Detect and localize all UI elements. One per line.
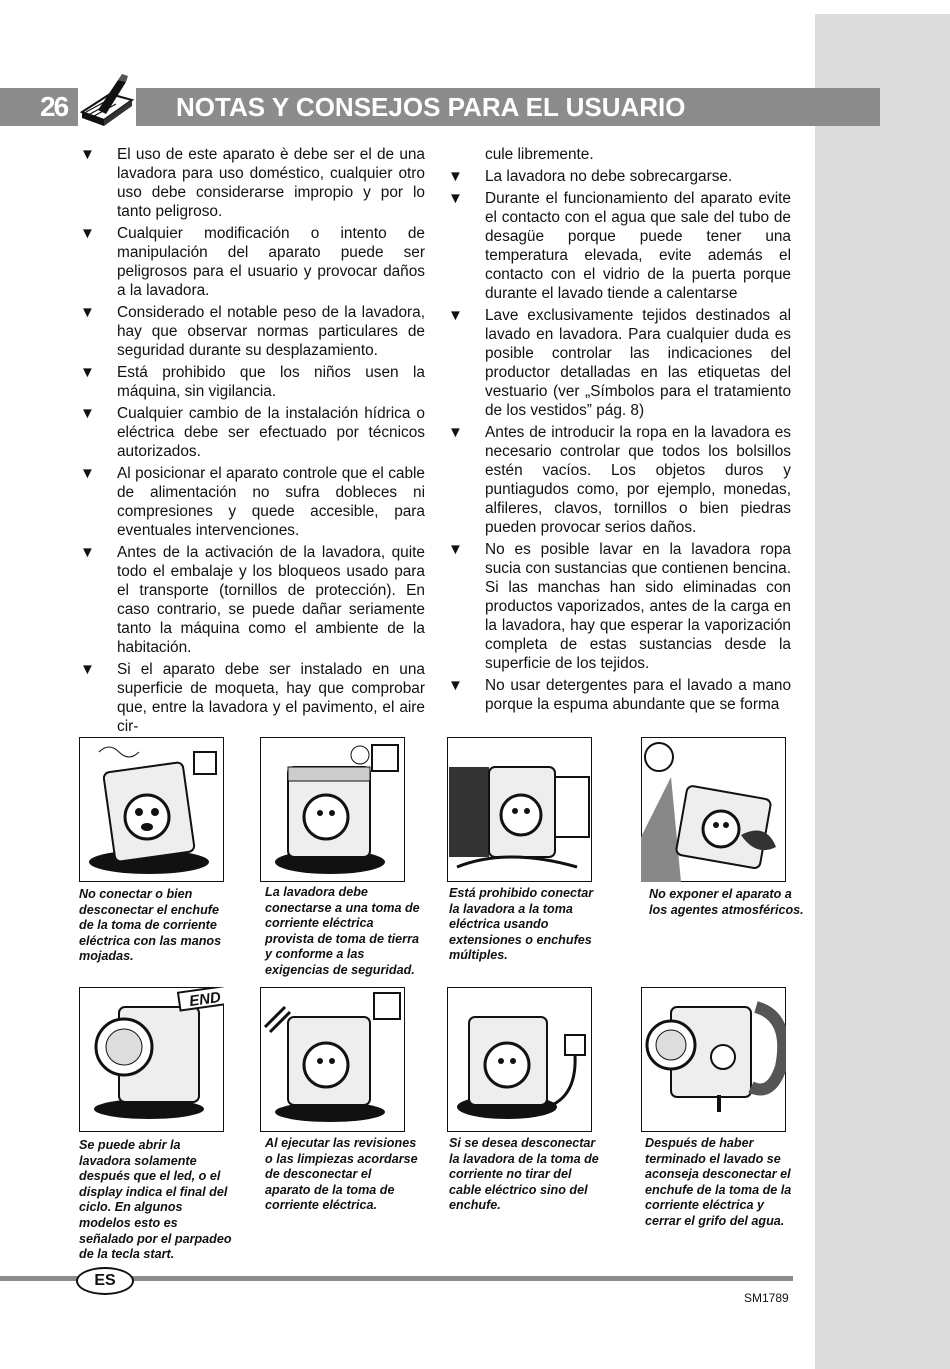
figure-caption: No exponer el aparato a los agentes atmosféricos.: [649, 887, 804, 917]
list-item: [78, 363, 425, 401]
warning-triangle-bullet-icon: ▼: [80, 304, 95, 321]
list-item: [446, 167, 791, 186]
list-item-text: Si el aparato debe ser instalado en una superficie de moqueta, hay que comprobar que, entre la lavadora y el pavimento, el aire cir-: [117, 661, 425, 735]
warning-triangle-bullet-icon: ▼: [448, 424, 463, 441]
list-item-text: Cualquier cambio de la instalación hídrica o eléctrica debe ser efectuado por técnicos autorizados.: [117, 405, 425, 460]
warning-triangle-bullet-icon: ▼: [448, 677, 463, 694]
list-item: [78, 224, 425, 300]
list-item-text: Considerado el notable peso de la lavadora, hay que observar normas particulares de seguridad durante su desplazamiento.: [117, 304, 425, 359]
warning-triangle-bullet-icon: ▼: [448, 168, 463, 185]
list-item-text: Al posicionar el aparato controle que el cable de alimentación no sufra dobleces ni compresiones y quede accesible, para eventuales intervenciones.: [117, 465, 425, 539]
warning-triangle-bullet-icon: ▼: [448, 190, 463, 207]
list-item: [78, 145, 425, 221]
page-number: 26: [40, 91, 68, 122]
page-title: NOTAS Y CONSEJOS PARA EL USUARIO: [176, 92, 686, 122]
list-item-text: La lavadora no debe sobrecargarse.: [485, 168, 733, 185]
illustration-wet-hands-plug: [79, 737, 224, 882]
illustration-multi-plug: [447, 737, 592, 882]
figure-caption: Se puede abrir la lavadora solamente después que el led, o el display indica el final del ciclo. En algunos modelos esto es señalado por el parpadeo de la tecla start.: [79, 1138, 232, 1262]
list-item: [446, 540, 791, 673]
figure-caption: La lavadora debe conectarse a una toma de corriente eléctrica provista de toma de tierra y conforme a las exigencias de seguridad.: [265, 885, 420, 977]
illustration-pull-cable: [447, 987, 592, 1132]
list-item-text: Antes de la activación de la lavadora, quite todo el embalaje y los bloqueos usado para el transporte (tornillos de protección). En caso contrario, se puede dañar seriamente tanto la máquina como el ambiente de la habitación.: [117, 544, 425, 656]
list-item-text: Antes de introducir la ropa en la lavadora es necesario controlar que todos los bolsillos estén vacíos. Los objetos duros y puntiagudos como, por ejemplo, monedas, alfileres, clavos, tornillos o bien piedras pueden provocar serios daños.: [485, 424, 791, 536]
list-item: [446, 306, 791, 420]
end-sign-label: END: [188, 988, 222, 1011]
warning-triangle-bullet-icon: ▼: [80, 225, 95, 242]
list-item-text: Está prohibido que los niños usen la máquina, sin vigilancia.: [117, 364, 425, 400]
list-item: [446, 189, 791, 303]
list-item: [446, 676, 791, 714]
left-column: [78, 145, 425, 739]
list-item: [78, 543, 425, 657]
document-code: SM1789: [744, 1291, 789, 1305]
list-item-text: Durante el funcionamiento del aparato evite el contacto con el agua que sale del tubo de desagüe porque puede tener una temperatura elevada, evite además el contacto con el vidrio de la puerta porque durante el lavado tiende a calentarse: [485, 190, 791, 302]
list-item-text: Lave exclusivamente tejidos destinados al lavado en lavadora. Para cualquier duda es posible controlar las indicaciones del productor detalladas en las etiquetas del vestuario (ver „Símbolos para el tratamiento de los vestidos” pág. 8): [485, 307, 791, 419]
warning-triangle-bullet-icon: ▼: [80, 405, 95, 422]
warning-triangle-bullet-icon: ▼: [80, 364, 95, 381]
warning-triangle-bullet-icon: ▼: [80, 146, 95, 163]
figure-caption: Está prohibido conectar la lavadora a la toma eléctrica usando extensiones o enchufes múltiples.: [449, 886, 594, 963]
list-item-text: No es posible lavar en la lavadora ropa sucia con sustancias que contienen bencina. Si las manchas han sido eliminadas con productos vaporizados, antes de la carga en la lavadora, hay que esperar la vaporización completa de estas sustancias desde la superficie de los tejidos.: [485, 541, 791, 672]
list-item-text: Cualquier modificación o intento de manipulación del aparato puede ser peligrosos para el usuario y provocar daños a la lavadora.: [117, 225, 425, 299]
list-item-continuation: cule libremente.: [485, 146, 594, 163]
figure-caption: Después de haber terminado el lavado se aconseja desconectar el enchufe de la toma de la corriente eléctrica y cerrar el grifo del agua.: [645, 1136, 792, 1228]
warning-triangle-bullet-icon: ▼: [448, 541, 463, 558]
illustration-door-open-end: [79, 987, 224, 1132]
warning-triangle-bullet-icon: ▼: [448, 307, 463, 324]
right-column: [446, 145, 791, 717]
warning-triangle-bullet-icon: ▼: [80, 544, 95, 561]
list-item: [78, 303, 425, 360]
illustration-maintenance-unplug: [260, 987, 405, 1132]
illustration-grounded-socket: [260, 737, 405, 882]
figure-caption: Al ejecutar las revisiones o las limpiezas acordarse de desconectar el aparato de la toma de corriente eléctrica.: [265, 1136, 418, 1213]
book-logo-icon: [78, 72, 136, 128]
language-badge: ES: [76, 1267, 134, 1295]
list-item: [446, 423, 791, 537]
list-item: [78, 404, 425, 461]
warning-triangle-bullet-icon: ▼: [80, 465, 95, 482]
illustration-weather-exposure: [641, 737, 786, 882]
list-item: [78, 660, 425, 736]
warning-triangle-bullet-icon: ▼: [80, 661, 95, 678]
figure-caption: No conectar o bien desconectar el enchufe de la toma de corriente eléctrica con las manos mojadas.: [79, 887, 222, 964]
list-item-text: El uso de este aparato è debe ser el de una lavadora para uso doméstico, cualquier otro uso debe considerarse impropio y por lo tanto peligroso.: [117, 146, 425, 220]
figure-caption: Si se desea desconectar la lavadora de la toma de corriente no tirar del cable eléctrico sino del enchufe.: [449, 1136, 599, 1213]
list-item: [78, 464, 425, 540]
illustration-close-tap: [641, 987, 786, 1132]
list-item-text: No usar detergentes para el lavado a mano porque la espuma abundante que se forma: [485, 677, 791, 713]
side-margin-band: [815, 14, 950, 1369]
